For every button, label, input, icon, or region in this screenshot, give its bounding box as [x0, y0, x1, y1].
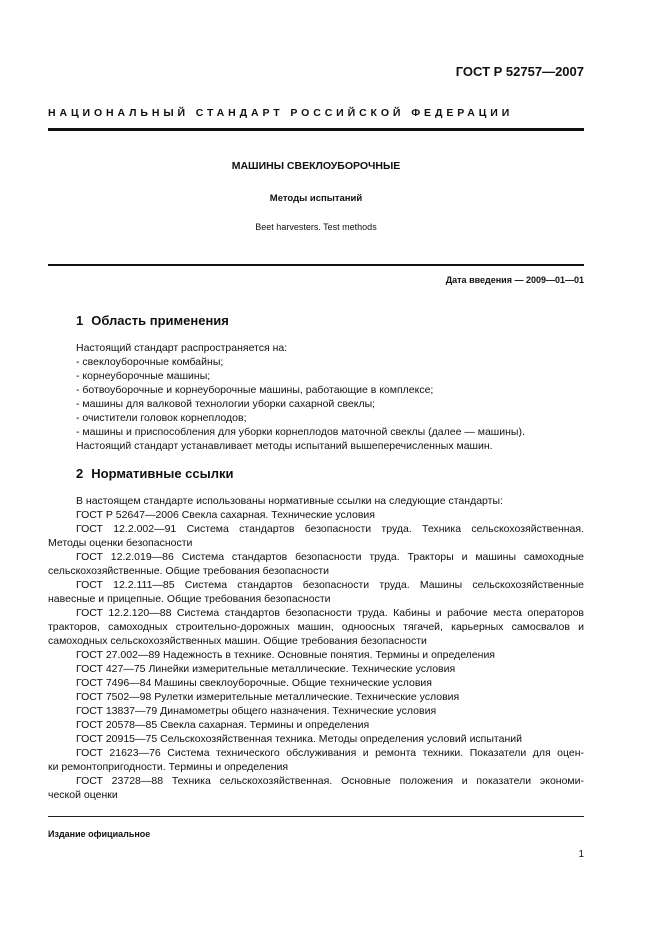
reference-line: В настоящем стандарте использованы нормативные ссылки на следующие стандарты:	[76, 495, 503, 507]
reference-line: Методы оценки безопасности	[48, 537, 193, 549]
page-number: 1	[578, 849, 584, 860]
section-2-number: 2	[76, 466, 84, 481]
reference-line: сельскохозяйственные. Общие требования безопасности	[48, 565, 330, 577]
section-1-line: - очистители головок корнеплодов;	[76, 412, 247, 424]
section-1-number: 1	[76, 313, 84, 328]
reference-line: ГОСТ 13837—79 Динамометры общего назначения. Технические условия	[76, 705, 437, 717]
section-1-line: - машины для валковой технологии уборки сахарной свеклы;	[76, 398, 376, 410]
reference-line: ГОСТ 12.2.111—85 Система стандартов безопасности труда. Машины сельскохозяйственные	[76, 579, 584, 591]
reference-line: тракторов, самоходных строительно-дорожных машин, одноосных тягачей, карьерных самосвалов и	[48, 621, 584, 633]
reference-line: ГОСТ Р 52647—2006 Свекла сахарная. Технические условия	[76, 509, 375, 521]
footer-divider	[48, 816, 584, 817]
section-1-heading	[76, 313, 229, 328]
section-1-line: - свеклоуборочные комбайны;	[76, 356, 224, 368]
introduction-date: Дата введения — 2009—01—01	[445, 275, 584, 285]
document-number: ГОСТ Р 52757—2007	[455, 64, 584, 79]
section-1-title: Область применения	[91, 313, 229, 328]
reference-line: ГОСТ 20915—75 Сельскохозяйственная техника. Методы определения условий испытаний	[76, 733, 522, 745]
reference-line: ГОСТ 7502—98 Рулетки измерительные металлические. Технические условия	[76, 691, 460, 703]
title-divider	[48, 264, 584, 266]
section-1-line: - ботвоуборочные и корнеуборочные машины, работающие в комплексе;	[76, 384, 434, 396]
reference-line: ГОСТ 21623—76 Система технического обслуживания и ремонта техники. Показатели для оцен-	[76, 747, 584, 759]
reference-line: ГОСТ 20578—85 Свекла сахарная. Термины и определения	[76, 719, 370, 731]
reference-line: самоходных сельскохозяйственных машин. Общие требования безопасности	[48, 635, 427, 647]
document-title: МАШИНЫ СВЕКЛОУБОРОЧНЫЕ	[231, 160, 401, 172]
reference-line: ГОСТ 427—75 Линейки измерительные металлические. Технические условия	[76, 663, 456, 675]
section-2-title: Нормативные ссылки	[91, 466, 234, 481]
section-1-line: - корнеуборочные машины;	[76, 370, 211, 382]
document-subtitle: Методы испытаний	[269, 193, 363, 204]
reference-line: ГОСТ 27.002—89 Надежность в технике. Основные понятия. Термины и определения	[76, 649, 495, 661]
reference-line: ки ремонтопригодности. Термины и определения	[48, 761, 289, 773]
reference-line: ГОСТ 12.2.120—88 Система стандартов безопасности труда. Кабины и рабочие места операторов	[76, 607, 584, 619]
english-title: Beet harvesters. Test methods	[255, 222, 377, 232]
section-1-line: - машины и приспособления для уборки корнеплодов маточной свеклы (далее — машины).	[76, 426, 525, 438]
reference-line: ГОСТ 7496—84 Машины свеклоуборочные. Общие технические условия	[76, 677, 432, 689]
reference-line: ГОСТ 23728—88 Техника сельскохозяйственная. Основные положения и показатели экономи-	[76, 775, 584, 787]
national-standard-banner: НАЦИОНАЛЬНЫЙ СТАНДАРТ РОССИЙСКОЙ ФЕДЕРАЦИИ	[48, 107, 514, 119]
section-1-line: Настоящий стандарт распространяется на:	[76, 342, 288, 354]
section-1-line: Настоящий стандарт устанавливает методы испытаний вышеперечисленных машин.	[76, 440, 493, 452]
reference-line: навесные и прицепные. Общие требования безопасности	[48, 593, 331, 605]
section-2-heading	[76, 466, 233, 481]
reference-line: ческой оценки	[48, 789, 118, 801]
top-divider	[48, 128, 584, 131]
edition-note: Издание официальное	[48, 829, 151, 839]
reference-line: ГОСТ 12.2.019—86 Система стандартов безопасности труда. Тракторы и машины самоходные	[76, 551, 584, 563]
reference-line: ГОСТ 12.2.002—91 Система стандартов безопасности труда. Техника сельскохозяйственная.	[76, 523, 584, 535]
